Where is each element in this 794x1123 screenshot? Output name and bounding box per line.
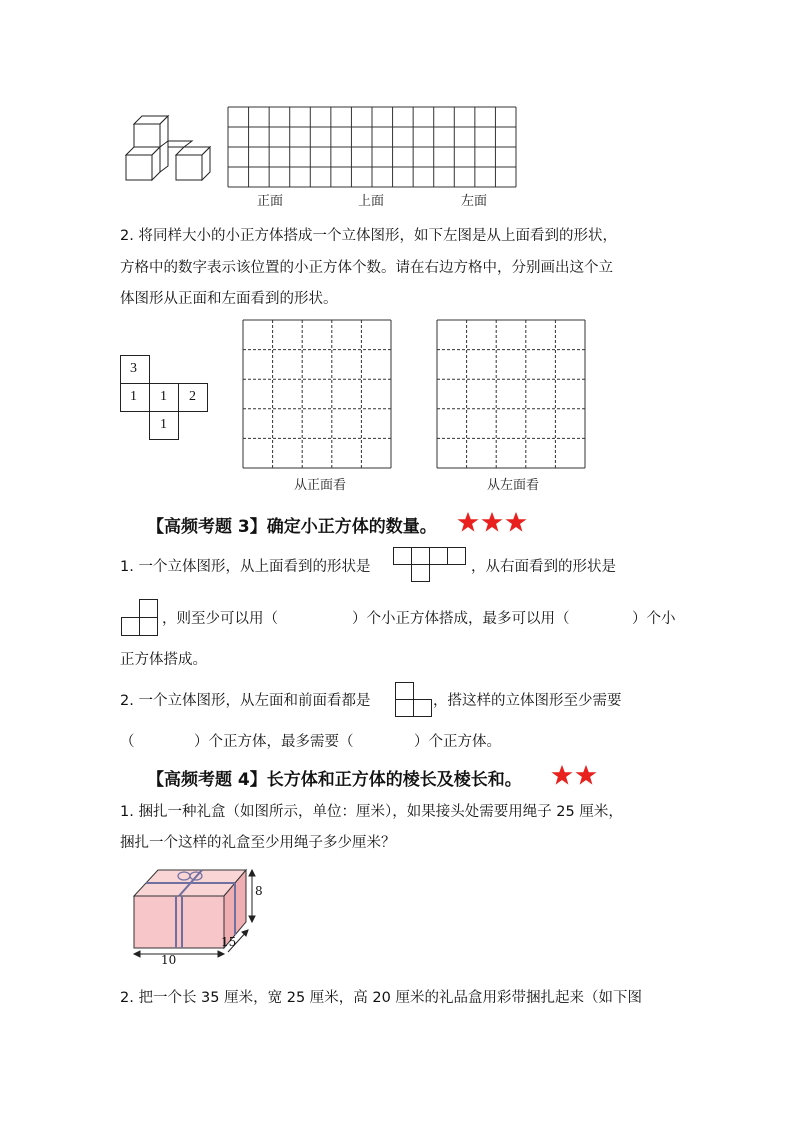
label-top: 上面 [358,194,385,209]
star-icon [551,764,573,786]
s3-q1-text-d: ）个小正方体搭成，最多可以用（ [352,611,570,627]
section3-heading [147,512,437,537]
box-width-label: 15 [221,935,237,949]
star-icon [457,511,479,533]
front-view-label: 从正面看 [294,478,347,493]
s3-q1-answer-max[interactable] [574,607,632,629]
q2-line3: 体图形从正面和左面看到的形状。 [120,291,338,307]
front-view-grid[interactable] [242,319,392,469]
cube-stack-figure [120,112,220,184]
left-view-grid[interactable] [436,319,586,469]
s3-q1-text-a: 1. 一个立体图形，从上面看到的形状是 [120,559,371,575]
q2-line2: 方格中的数字表示该位置的小正方体个数。请在右边方格中，分别画出这个立 [120,260,613,276]
gift-box-diagram [128,864,268,964]
section4-title: 【高频考题 4】长方体和正方体的棱长及棱长和。 [147,770,522,790]
s3-q2-answer-min[interactable] [134,730,194,752]
s3-q1-text-f: 正方体搭成。 [120,652,207,668]
box-length-label: 10 [161,953,177,967]
s3-q2-text-a: 2. 一个立体图形，从左面和前面看都是 [120,693,371,709]
s4-q2-line1: 2. 把一个长 35 厘米，宽 25 厘米，高 20 厘米的礼品盒用彩带捆扎起来（如下图 [120,990,642,1006]
star-icon [505,511,527,533]
top-view-cell: 3 [130,361,137,376]
top-view-cell: 1 [160,417,167,432]
s3-side-view-shape [395,682,435,718]
top-view-cell: 1 [130,389,137,404]
star-icon [575,764,597,786]
q2-line1: 2. 将同样大小的小正方体搭成一个立体图形，如下左图是从上面看到的形状， [120,228,617,244]
section4-heading [147,765,522,790]
s3-q2-text-b: ，搭这样的立体图形至少需要 [433,693,622,709]
s3-q2-text-c: （ [120,734,135,750]
label-front: 正面 [257,194,284,209]
top-view-cell: 2 [189,389,196,404]
top-view-diagram [120,355,210,441]
section3-stars [457,511,529,533]
top-view-cell: 1 [160,389,167,404]
label-left: 左面 [461,194,488,209]
answer-grid-top[interactable] [227,106,517,188]
box-height-label: 8 [255,884,263,898]
star-icon [481,511,503,533]
s3-q1-text-b: ，从右面看到的形状是 [471,559,616,575]
s3-q2-text-e: ）个正方体。 [414,734,501,750]
s3-right-view-shape [121,599,161,637]
section4-stars [551,764,599,786]
s3-q1-answer-min[interactable] [290,607,352,629]
s3-q1-text-c: ，则至少可以用（ [162,611,278,627]
s4-q1-line2: 捆扎一个这样的礼盒至少用绳子多少厘米？ [120,835,396,851]
s3-top-view-shape [393,547,468,583]
s3-q2-text-d: ）个正方体，最多需要（ [194,734,354,750]
left-view-label: 从左面看 [487,478,540,493]
s4-q1-line1: 1. 捆扎一种礼盒（如图所示，单位：厘米），如果接头处需要用绳子 25 厘米， [120,804,623,820]
section3-title: 【高频考题 3】确定小正方体的数量。 [147,517,437,537]
s3-q1-text-e: ）个小 [632,611,676,627]
s3-q2-answer-max[interactable] [356,730,414,752]
